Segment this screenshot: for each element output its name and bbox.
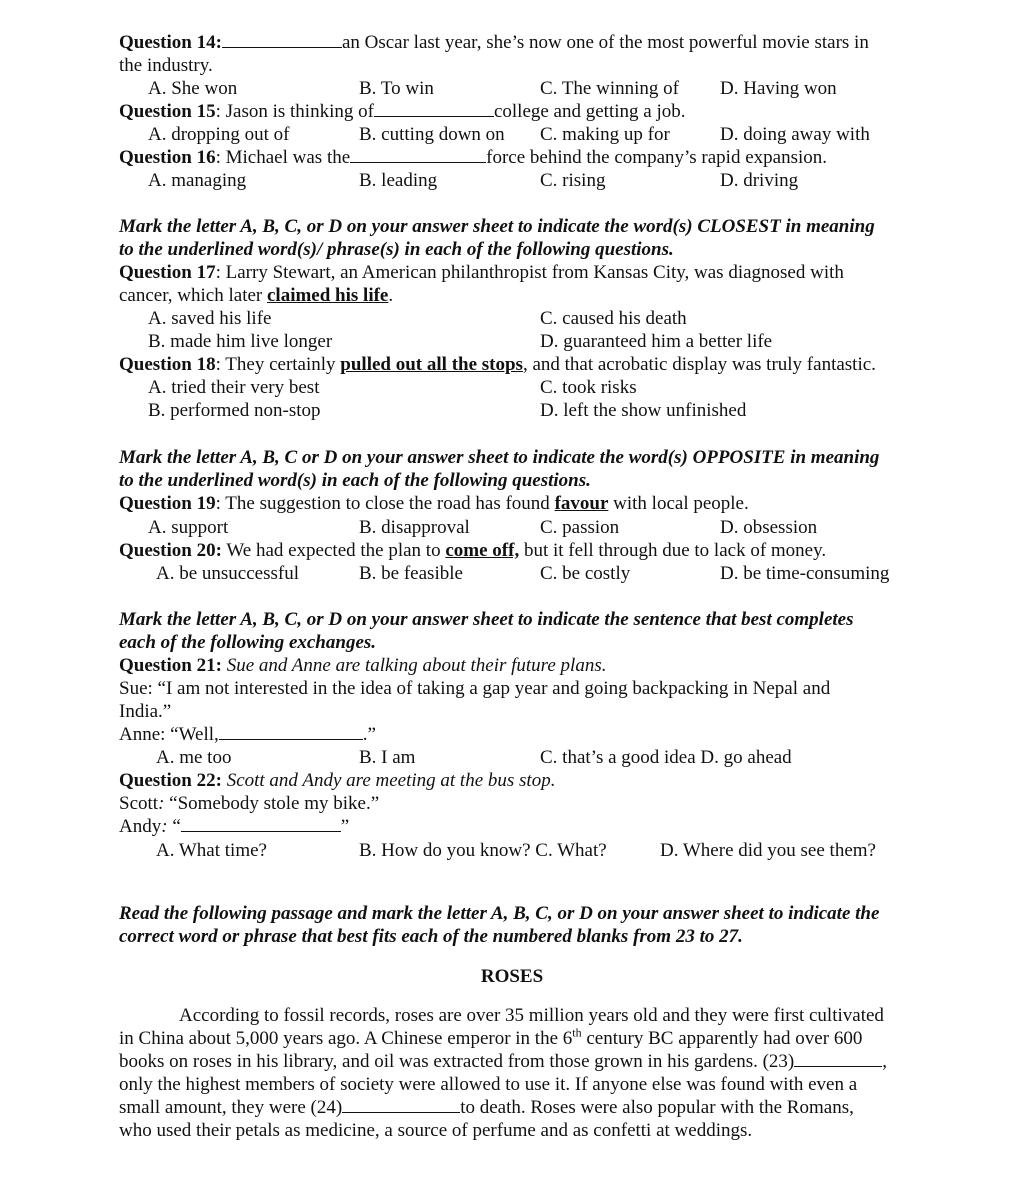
speaker-colon: : <box>161 816 168 837</box>
question-label: Question 20: <box>119 540 222 561</box>
option-c: C. The winning of <box>540 78 679 99</box>
option-a: A. She won <box>148 78 238 99</box>
question-label: Question 16 <box>119 147 216 168</box>
question-stem: : Larry Stewart, an American philanthropist from Kansas City, was diagnosed with <box>215 262 844 283</box>
option-b: B. performed non-stop <box>148 400 321 421</box>
underlined-phrase: pulled out all the stops <box>340 354 523 375</box>
instruction-line: Mark the letter A, B, C or D on your answer sheet to indicate the word(s) OPPOSITE in meaning <box>119 447 880 468</box>
instruction-line: to the underlined word(s)/ phrase(s) in each of the following questions. <box>119 239 674 260</box>
answer-blank <box>181 815 341 832</box>
underlined-word: favour <box>554 493 609 514</box>
question-stem: an Oscar last year, she’s now one of the most powerful movie stars in <box>341 32 869 53</box>
passage-text: to death. Roses were also popular with the Romans, <box>460 1097 854 1118</box>
dialogue-line: “ <box>167 816 181 837</box>
question-21-options <box>0 746 1024 769</box>
dialogue-line: India.” <box>119 701 172 722</box>
passage-text: in China about 5,000 years ago. A Chinese emperor in the 6 <box>119 1028 573 1049</box>
option-d: D. obsession <box>720 517 818 538</box>
option-b: B. I am <box>359 747 416 768</box>
option-c-d: C. that’s a good idea D. go ahead <box>540 747 792 768</box>
option-c: C. passion <box>540 517 620 538</box>
instruction-line: Mark the letter A, B, C, or D on your answer sheet to indicate the word(s) CLOSEST in meaning <box>119 216 875 237</box>
question-22 <box>0 769 1024 792</box>
question-context: Sue and Anne are talking about their future plans. <box>221 655 607 676</box>
dialogue-line: Sue: “I am not interested in the idea of taking a gap year and going backpacking in Nepal and <box>119 678 831 699</box>
instruction-passage <box>0 902 1024 925</box>
answer-blank <box>219 723 363 740</box>
instruction-opposite <box>0 446 1024 469</box>
option-d: D. Where did you see them? <box>660 840 876 861</box>
answer-blank-23 <box>794 1050 882 1067</box>
question-context: Scott and Andy are meeting at the bus stop. <box>221 770 556 791</box>
passage-text: small amount, they were (24) <box>119 1097 343 1118</box>
ordinal-suffix: th <box>572 1025 582 1040</box>
option-b: B. made him live longer <box>148 331 333 352</box>
option-a: A. What time? <box>156 840 267 861</box>
question-20 <box>0 539 1024 562</box>
question-15-options <box>0 123 1024 146</box>
question-18-options <box>0 376 1024 399</box>
question-stem: : Michael was the <box>215 147 351 168</box>
question-21 <box>0 654 1024 677</box>
dialogue-line-end: ” <box>340 816 350 837</box>
question-22-options <box>0 839 1024 862</box>
option-d: D. doing away with <box>720 124 870 145</box>
option-b: B. be feasible <box>359 563 463 584</box>
instruction-line: to the underlined word(s) in each of the following questions. <box>119 470 591 491</box>
question-stem-continued: the industry. <box>119 55 213 76</box>
question-19-options <box>0 516 1024 539</box>
option-a: A. me too <box>156 747 232 768</box>
question-stem-end: college and getting a job. <box>493 101 686 122</box>
option-b-c: B. How do you know? C. What? <box>359 840 607 861</box>
answer-blank-24 <box>342 1096 460 1113</box>
question-stem: : Jason is thinking of <box>215 101 374 122</box>
option-b: B. cutting down on <box>359 124 505 145</box>
option-a: A. be unsuccessful <box>156 563 299 584</box>
question-20-options <box>0 562 1024 585</box>
option-d: D. guaranteed him a better life <box>540 331 773 352</box>
instruction-line: Mark the letter A, B, C, or D on your answer sheet to indicate the sentence that best completes <box>119 609 854 630</box>
instruction-line: each of the following exchanges. <box>119 632 377 653</box>
speaker-name: Andy <box>119 816 162 837</box>
question-label: Question 17 <box>119 262 216 283</box>
answer-blank <box>350 146 486 163</box>
option-a: A. support <box>148 517 229 538</box>
dialogue-line: Anne: “Well, <box>119 724 219 745</box>
question-18 <box>0 353 1024 376</box>
question-stem: : The suggestion to close the road has found <box>215 493 555 514</box>
option-b: B. To win <box>359 78 434 99</box>
dialogue-line-end: .” <box>362 724 376 745</box>
question-stem: : They certainly <box>215 354 341 375</box>
passage-line: who used their petals as medicine, a source of perfume and as confetti at weddings. <box>119 1120 753 1141</box>
answer-blank <box>222 31 342 48</box>
option-c: C. be costly <box>540 563 631 584</box>
passage-text: century BC apparently had over 600 <box>581 1028 863 1049</box>
passage-line: According to fossil records, roses are over 35 million years old and they were first cultivated <box>179 1005 884 1026</box>
question-19 <box>0 492 1024 515</box>
question-16-options <box>0 169 1024 192</box>
question-stem: We had expected the plan to <box>221 540 446 561</box>
option-d: D. driving <box>720 170 799 191</box>
question-label: Question 18 <box>119 354 216 375</box>
passage-line <box>119 1050 929 1074</box>
speaker-name: Scott <box>119 793 159 814</box>
question-14-options <box>0 77 1024 100</box>
answer-blank <box>374 100 494 117</box>
option-d: D. Having won <box>720 78 837 99</box>
passage-line: only the highest members of society were allowed to use it. If anyone else was found with even a <box>119 1074 858 1095</box>
option-a: A. tried their very best <box>148 377 320 398</box>
instruction-line: Read the following passage and mark the letter A, B, C, or D on your answer sheet to indicate the <box>119 903 880 924</box>
instruction-closest <box>0 215 1024 238</box>
option-c: C. rising <box>540 170 606 191</box>
option-c: C. making up for <box>540 124 670 145</box>
question-label: Question 14: <box>119 32 222 53</box>
passage-text: , <box>882 1051 887 1072</box>
option-d: D. be time-consuming <box>720 563 890 584</box>
question-label: Question 22: <box>119 770 222 791</box>
question-stem-end: but it fell through due to lack of money. <box>519 540 827 561</box>
option-a: A. managing <box>148 170 247 191</box>
option-d: D. left the show unfinished <box>540 400 747 421</box>
passage-text: books on roses in his library, and oil was extracted from those grown in his gardens. (23) <box>119 1051 795 1072</box>
instruction-line: correct word or phrase that best fits each of the numbered blanks from 23 to 27. <box>119 926 743 947</box>
question-stem-end: with local people. <box>608 493 749 514</box>
question-label: Question 21: <box>119 655 222 676</box>
instruction-exchanges <box>0 608 1024 631</box>
underlined-phrase: come off, <box>445 540 520 561</box>
passage-line <box>119 1096 929 1120</box>
option-a: A. dropping out of <box>148 124 290 145</box>
option-b: B. disapproval <box>359 517 470 538</box>
question-stem-continued: cancer, which later <box>119 285 267 306</box>
option-a: A. saved his life <box>148 308 272 329</box>
question-stem-end: . <box>388 285 394 306</box>
option-c: C. caused his death <box>540 308 687 329</box>
question-17-options <box>0 307 1024 330</box>
question-17 <box>0 261 1024 284</box>
question-16 <box>0 146 1024 169</box>
question-14 <box>0 31 1024 54</box>
question-15 <box>0 100 1024 123</box>
passage-line <box>119 1027 929 1051</box>
passage-title: ROSES <box>480 966 544 987</box>
speaker-colon: : <box>158 793 165 814</box>
underlined-phrase: claimed his life <box>266 285 389 306</box>
question-label: Question 19 <box>119 493 216 514</box>
option-c: C. took risks <box>540 377 637 398</box>
option-b: B. leading <box>359 170 438 191</box>
question-label: Question 15 <box>119 101 216 122</box>
question-stem-end: force behind the company’s rapid expansion. <box>486 147 827 168</box>
question-stem-end: , and that acrobatic display was truly fantastic. <box>522 354 876 375</box>
dialogue-line: “Somebody stole my bike.” <box>164 793 380 814</box>
